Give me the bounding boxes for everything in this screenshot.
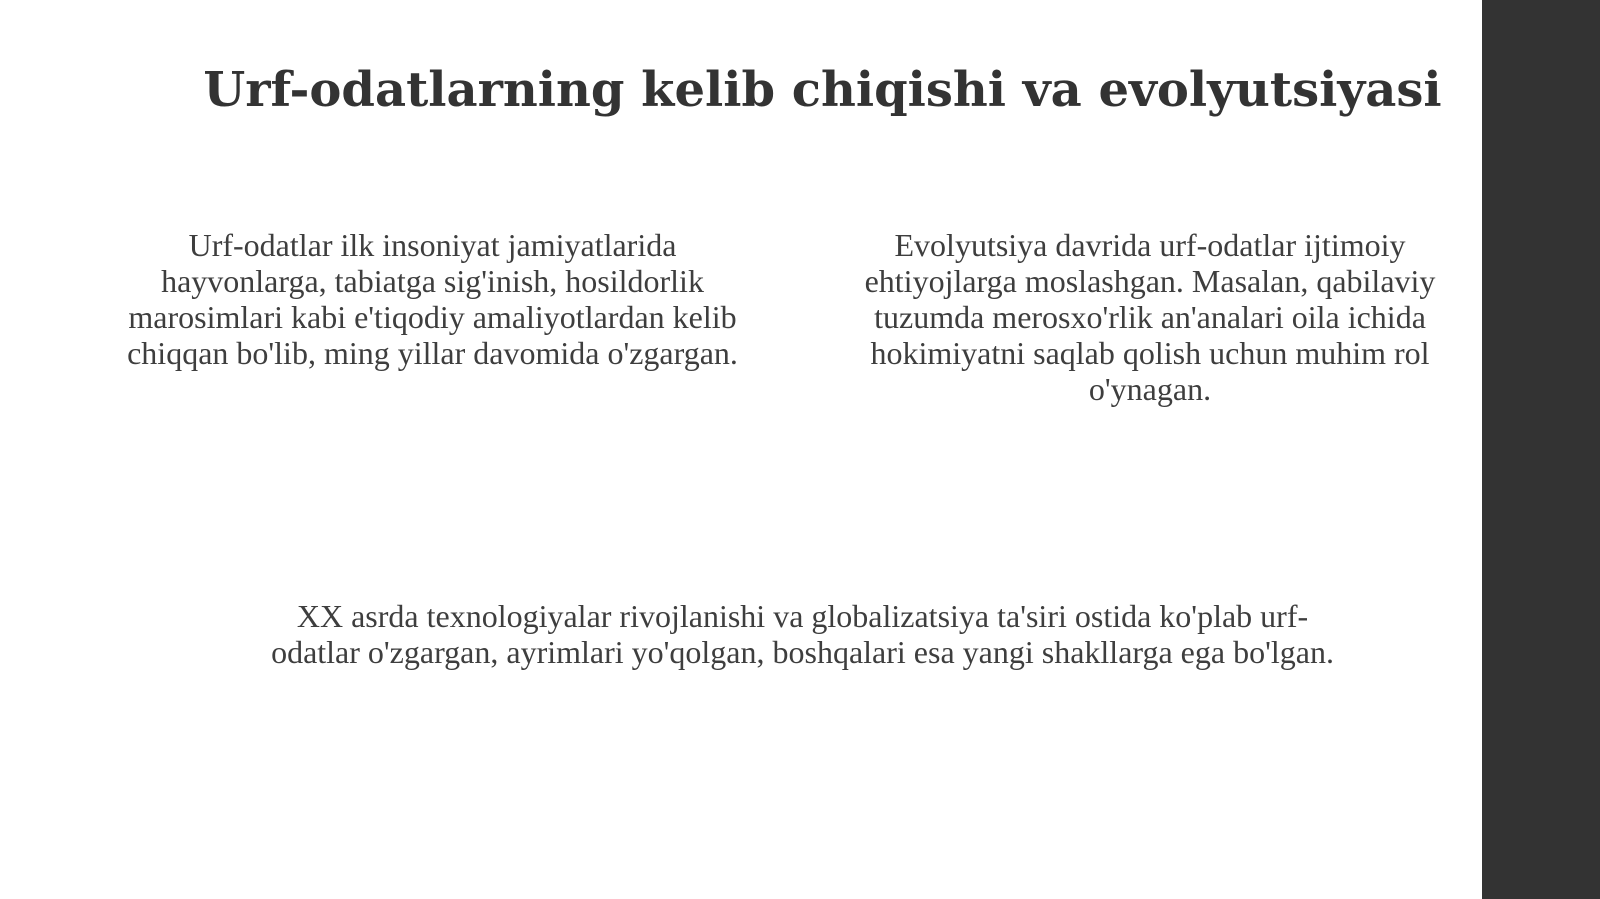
paragraph-evolution: Evolyutsiya davrida urf-odatlar ijtimoiy ehtiyojlarga moslashgan. Masalan, qabilaviy tuzumda merosxo'rlik an'analari oila ichida hokimiyatni saqlab qolish uchun muhim rol o'ynagan. xyxy=(864,227,1436,407)
side-bar xyxy=(1482,0,1600,899)
slide-title: Urf-odatlarning kelib chiqishi va evolyutsiyasi xyxy=(203,62,1442,118)
paragraph-modern: XX asrda texnologiyalar rivojlanishi va globalizatsiya ta'siri ostida ko'plab urf-odatlar o'zgargan, ayrimlari yo'qolgan, boshqalari esa yangi shakllarga ega bo'lgan. xyxy=(271,598,1334,670)
paragraph-origin: Urf-odatlar ilk insoniyat jamiyatlarida hayvonlarga, tabiatga sig'inish, hosildorlik marosimlari kabi e'tiqodiy amaliyotlardan kelib chiqqan bo'lib, ming yillar davomida o'zgargan. xyxy=(127,227,738,371)
